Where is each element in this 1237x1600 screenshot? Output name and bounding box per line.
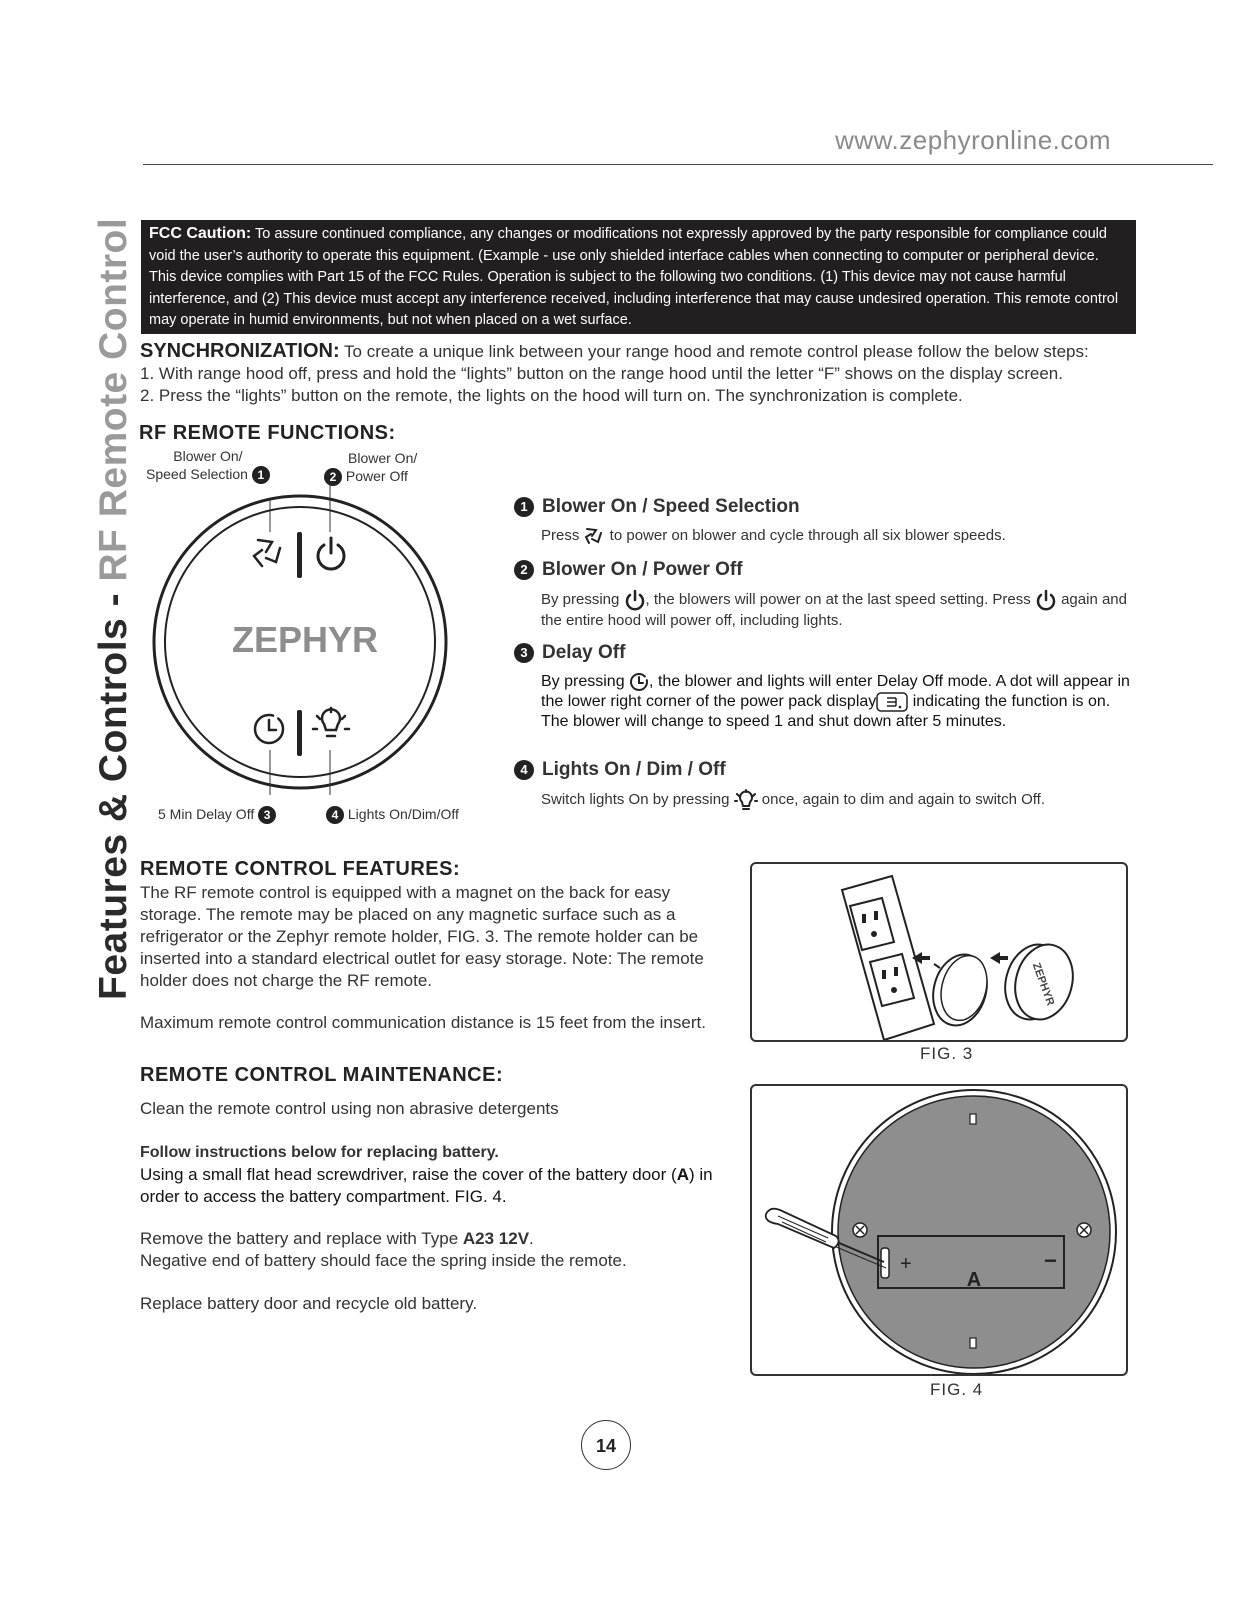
callout-3-number: 3 bbox=[258, 806, 276, 824]
function-1-title: Blower On / Speed Selection bbox=[542, 496, 800, 517]
synchronization-section bbox=[140, 340, 1150, 407]
page-number: 14 bbox=[581, 1420, 631, 1470]
maintenance-p4: Negative end of battery should face the spring inside the remote. bbox=[140, 1251, 627, 1270]
website-url: www.zephyronline.com bbox=[835, 125, 1111, 155]
function-2-desc-c: again and the entire hood will power off, including lights. bbox=[541, 590, 1127, 629]
maintenance-p3-b: . bbox=[529, 1229, 534, 1248]
callout-3-text: 5 Min Delay Off bbox=[158, 806, 255, 822]
remote-bottom-divider bbox=[297, 710, 302, 756]
fig3-box bbox=[750, 862, 1128, 1042]
callout-2-number: 2 bbox=[324, 468, 342, 486]
arrow-left-1-shaft bbox=[922, 956, 930, 960]
screw-left bbox=[853, 1223, 867, 1237]
maintenance-p2-b: ) in order to access the battery compartment. FIG. 4. bbox=[140, 1165, 713, 1206]
callout-2 bbox=[324, 449, 417, 486]
features-heading: REMOTE CONTROL FEATURES: bbox=[140, 858, 461, 880]
callout-1-number: 1 bbox=[252, 466, 270, 484]
battery-plus: + bbox=[900, 1253, 912, 1275]
features-paragraph-2: Maximum remote control communication distance is 15 feet from the insert. bbox=[140, 1013, 706, 1032]
callout-4 bbox=[326, 805, 459, 824]
callout-2-line2: Power Off bbox=[345, 468, 408, 484]
maintenance-p2-bold: A bbox=[676, 1165, 689, 1184]
fig3-caption: FIG. 3 bbox=[920, 1044, 974, 1063]
callout-3 bbox=[158, 805, 276, 824]
power-icon bbox=[624, 589, 646, 611]
function-3-desc-a: By pressing bbox=[541, 673, 630, 691]
battery-minus: − bbox=[1044, 1248, 1057, 1273]
battery-door-label: A bbox=[966, 1269, 982, 1291]
side-title-part2: RF Remote Control bbox=[92, 217, 135, 582]
fcc-caution-box bbox=[141, 220, 1136, 334]
function-4-desc bbox=[541, 789, 1134, 811]
fcc-text: To assure continued compliance, any changes or modifications not expressly approved by the party responsible for compliance could void the user’s authority to operate this equipment. (Example - use only shielded interface cables when connecting to computer or peripheral device. This device complies with Part 15 of the FCC Rules. Operation is subject to the following two conditions. (1) This device may not cause harmful interference, and (2) This device must accept any interference received, including interference that may cause undesired operation. This remote control may operate in humid environments, but not when placed on a wet surface. bbox=[149, 226, 1119, 328]
function-1-desc-a: Press bbox=[541, 527, 584, 544]
arrow-left-2-shaft bbox=[1000, 956, 1008, 960]
function-2-desc-b: , the blowers will power on at the last speed setting. Press bbox=[645, 590, 1035, 608]
remote-logo: ZEPHYR bbox=[231, 619, 379, 660]
function-1-desc bbox=[541, 526, 1134, 546]
function-3-desc-c: indicating the function is on. The blower will change to speed 1 and shut down after 5 minutes. bbox=[541, 693, 1111, 731]
function-2-desc bbox=[541, 589, 1134, 631]
fig3-illustration bbox=[752, 864, 1126, 1040]
function-1 bbox=[514, 496, 1134, 546]
callout-1-line2: Speed Selection bbox=[146, 466, 248, 482]
side-title-part1: Features & Controls - bbox=[92, 581, 135, 1000]
sync-step-1: 1. With range hood off, press and hold the “lights” button on the range hood until the letter “F” shows on the display screen. bbox=[140, 364, 1063, 383]
maintenance-paragraph-5: Replace battery door and recycle old battery. bbox=[140, 1294, 478, 1313]
screw-right bbox=[1077, 1223, 1091, 1237]
header-rule bbox=[143, 164, 1213, 165]
maintenance-battery-block bbox=[140, 1142, 750, 1208]
function-4-desc-b: once, again to dim and again to switch Off. bbox=[757, 790, 1045, 808]
fan-icon bbox=[584, 526, 606, 546]
callout-2-line1: Blower On/ bbox=[348, 450, 418, 466]
battery-door-notch bbox=[881, 1248, 889, 1278]
maintenance-bold-line: Follow instructions below for replacing battery. bbox=[140, 1144, 499, 1161]
function-3-title: Delay Off bbox=[542, 642, 626, 663]
holder-prong bbox=[934, 964, 940, 968]
callout-1-line1: Blower On/ bbox=[173, 448, 243, 464]
remote-back-plate bbox=[838, 1096, 1110, 1368]
callout-1 bbox=[146, 447, 270, 484]
display-icon bbox=[876, 692, 908, 712]
power-icon bbox=[1035, 589, 1057, 611]
function-1-number: 1 bbox=[514, 497, 534, 517]
fig4-box bbox=[750, 1084, 1128, 1376]
function-2 bbox=[514, 559, 1134, 631]
arrow-left-2 bbox=[990, 952, 1000, 964]
callout-4-number: 4 bbox=[326, 806, 344, 824]
maintenance-heading: REMOTE CONTROL MAINTENANCE: bbox=[140, 1064, 504, 1086]
remote-face-logo: ZEPHYR bbox=[1029, 961, 1057, 1008]
remote-top-divider bbox=[297, 532, 302, 578]
function-3 bbox=[514, 642, 1134, 732]
remote-illustration bbox=[130, 440, 490, 840]
sync-step-2: 2. Press the “lights” button on the remote, the lights on the hood will turn on. The synchronization is complete. bbox=[140, 386, 963, 405]
slot-top bbox=[970, 1114, 976, 1124]
function-4-number: 4 bbox=[514, 760, 534, 780]
maintenance-replace-block bbox=[140, 1228, 740, 1272]
maintenance-p3-a: Remove the battery and replace with Type bbox=[140, 1229, 463, 1248]
rf-functions-heading: RF REMOTE FUNCTIONS: bbox=[139, 422, 396, 444]
function-4 bbox=[514, 759, 1134, 811]
function-3-desc-b: , the blower and lights will enter Delay Off mode. A dot will appear in the lower right corner of the power pack display bbox=[541, 673, 1130, 711]
function-3-number: 3 bbox=[514, 643, 534, 663]
function-4-title: Lights On / Dim / Off bbox=[542, 759, 726, 780]
features-paragraph-1: The RF remote control is equipped with a magnet on the back for easy storage. The remote may be placed on any magnetic surface such as a refrigerator or the Zephyr remote holder, FIG. 3. The remote holder can be inserted into a standard electrical outlet for easy storage. Note: The remote holder does not charge the RF remote. bbox=[140, 883, 704, 990]
fig4-caption: FIG. 4 bbox=[930, 1380, 984, 1399]
sync-intro: To create a unique link between your range hood and remote control please follow the below steps: bbox=[339, 342, 1089, 361]
sync-heading: SYNCHRONIZATION: bbox=[140, 340, 340, 362]
function-1-desc-b: to power on blower and cycle through all six blower speeds. bbox=[605, 527, 1006, 544]
maintenance-p2-a: Using a small flat head screwdriver, raise the cover of the battery door ( bbox=[140, 1165, 677, 1184]
function-4-desc-a: Switch lights On by pressing bbox=[541, 790, 734, 808]
light-bulb-icon bbox=[734, 789, 758, 811]
maintenance-paragraph-1: Clean the remote control using non abrasive detergents bbox=[140, 1099, 559, 1118]
clock-icon bbox=[629, 672, 649, 692]
fig4-illustration bbox=[752, 1086, 1126, 1374]
function-3-desc bbox=[541, 672, 1131, 732]
function-2-title: Blower On / Power Off bbox=[542, 559, 743, 580]
maintenance-p3-bold: A23 12V bbox=[462, 1229, 530, 1248]
fcc-label: FCC Caution: bbox=[149, 225, 252, 242]
function-2-desc-a: By pressing bbox=[541, 590, 624, 608]
callout-4-text: Lights On/Dim/Off bbox=[347, 806, 459, 822]
slot-bottom bbox=[970, 1338, 976, 1348]
function-2-number: 2 bbox=[514, 560, 534, 580]
